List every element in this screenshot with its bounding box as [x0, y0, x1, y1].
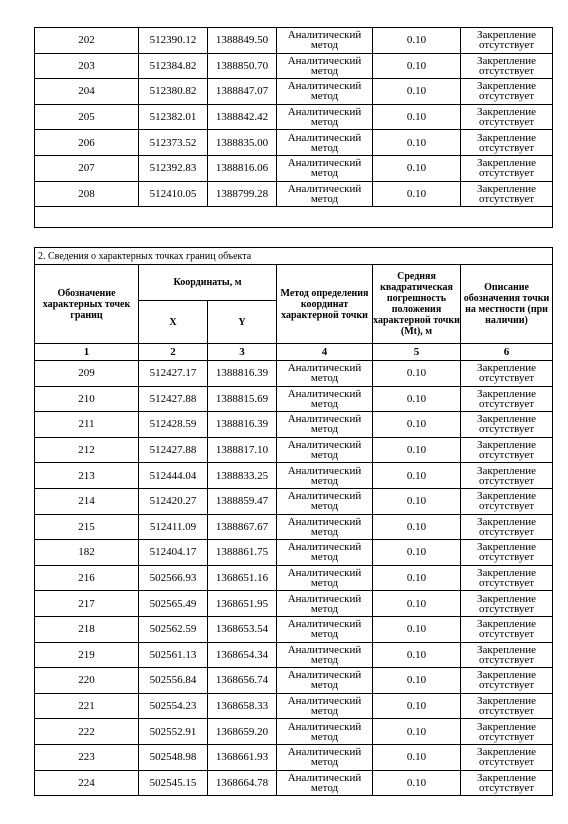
table-row [35, 181, 553, 207]
table-row [35, 565, 553, 591]
method-cell: Аналитический метод [277, 514, 373, 540]
table-row [35, 53, 553, 79]
y-coordinate-cell: 1368661.93 [208, 744, 277, 770]
x-coordinate-cell: 512444.04 [139, 463, 208, 489]
table-row [35, 744, 553, 770]
mt-cell: 0.10 [373, 361, 461, 387]
point-number-cell: 202 [35, 28, 139, 54]
fixation-cell: Закрепление отсутствует [461, 616, 553, 642]
fixation-cell: Закрепление отсутствует [461, 719, 553, 745]
x-coordinate-cell: 512427.88 [139, 437, 208, 463]
mt-cell: 0.10 [373, 770, 461, 796]
table-end-row [35, 207, 553, 228]
x-coordinate-cell: 502554.23 [139, 693, 208, 719]
y-coordinate-cell: 1388816.06 [208, 155, 277, 181]
table-row [35, 361, 553, 387]
fixation-cell: Закрепление отсутствует [461, 412, 553, 438]
method-cell: Аналитический метод [277, 744, 373, 770]
mt-cell: 0.10 [373, 181, 461, 207]
mt-cell: 0.10 [373, 719, 461, 745]
mt-cell: 0.10 [373, 104, 461, 130]
fixation-cell: Закрепление отсутствует [461, 181, 553, 207]
point-number-cell: 204 [35, 79, 139, 105]
method-cell: Аналитический метод [277, 155, 373, 181]
table-row [35, 770, 553, 796]
column-number: 2 [139, 344, 208, 361]
column-number: 3 [208, 344, 277, 361]
header-mt: Средняя квадратическая погрешность положения характерной точки (Mt), м [373, 265, 461, 344]
x-coordinate-cell: 512380.82 [139, 79, 208, 105]
fixation-cell: Закрепление отсутствует [461, 591, 553, 617]
table-row [35, 616, 553, 642]
method-cell: Аналитический метод [277, 412, 373, 438]
boundary-points-table [34, 247, 553, 796]
point-number-cell: 205 [35, 104, 139, 130]
fixation-cell: Закрепление отсутствует [461, 130, 553, 156]
y-coordinate-cell: 1388861.75 [208, 540, 277, 566]
x-coordinate-cell: 512427.88 [139, 386, 208, 412]
header-description: Описание обозначения точки на местности (при наличии) [461, 265, 553, 344]
point-number-cell: 207 [35, 155, 139, 181]
table-row [35, 488, 553, 514]
method-cell: Аналитический метод [277, 693, 373, 719]
y-coordinate-cell: 1368651.95 [208, 591, 277, 617]
x-coordinate-cell: 502552.91 [139, 719, 208, 745]
y-coordinate-cell: 1388799.28 [208, 181, 277, 207]
y-coordinate-cell: 1388816.39 [208, 412, 277, 438]
section-title: 2. Сведения о характерных точках границ объекта [35, 248, 553, 265]
mt-cell: 0.10 [373, 693, 461, 719]
table-row [35, 386, 553, 412]
method-cell: Аналитический метод [277, 463, 373, 489]
mt-cell: 0.10 [373, 591, 461, 617]
point-number-cell: 215 [35, 514, 139, 540]
x-coordinate-cell: 502565.49 [139, 591, 208, 617]
y-coordinate-cell: 1388859.47 [208, 488, 277, 514]
table-row [35, 155, 553, 181]
mt-cell: 0.10 [373, 540, 461, 566]
x-coordinate-cell: 512390.12 [139, 28, 208, 54]
fixation-cell: Закрепление отсутствует [461, 28, 553, 54]
fixation-cell: Закрепление отсутствует [461, 668, 553, 694]
method-cell: Аналитический метод [277, 361, 373, 387]
fixation-cell: Закрепление отсутствует [461, 540, 553, 566]
fixation-cell: Закрепление отсутствует [461, 693, 553, 719]
y-coordinate-cell: 1388850.70 [208, 53, 277, 79]
table-row [35, 463, 553, 489]
column-number: 1 [35, 344, 139, 361]
fixation-cell: Закрепление отсутствует [461, 437, 553, 463]
y-coordinate-cell: 1388849.50 [208, 28, 277, 54]
header-designation: Обозначение характерных точек границ [35, 265, 139, 344]
y-coordinate-cell: 1368656.74 [208, 668, 277, 694]
table-row [35, 591, 553, 617]
mt-cell: 0.10 [373, 668, 461, 694]
fixation-cell: Закрепление отсутствует [461, 744, 553, 770]
table-body [35, 28, 553, 207]
x-coordinate-cell: 512392.83 [139, 155, 208, 181]
point-number-cell: 203 [35, 53, 139, 79]
y-coordinate-cell: 1388842.42 [208, 104, 277, 130]
table-row [35, 130, 553, 156]
x-coordinate-cell: 502566.93 [139, 565, 208, 591]
point-number-cell: 213 [35, 463, 139, 489]
y-coordinate-cell: 1388815.69 [208, 386, 277, 412]
mt-cell: 0.10 [373, 488, 461, 514]
method-cell: Аналитический метод [277, 437, 373, 463]
y-coordinate-cell: 1388835.00 [208, 130, 277, 156]
method-cell: Аналитический метод [277, 770, 373, 796]
fixation-cell: Закрепление отсутствует [461, 104, 553, 130]
x-coordinate-cell: 512427.17 [139, 361, 208, 387]
y-coordinate-cell: 1368654.34 [208, 642, 277, 668]
x-coordinate-cell: 512411.09 [139, 514, 208, 540]
coordinates-table-continued [34, 27, 553, 228]
mt-cell: 0.10 [373, 386, 461, 412]
point-number-cell: 216 [35, 565, 139, 591]
mt-cell: 0.10 [373, 28, 461, 54]
method-cell: Аналитический метод [277, 28, 373, 54]
point-number-cell: 217 [35, 591, 139, 617]
x-coordinate-cell: 502548.98 [139, 744, 208, 770]
method-cell: Аналитический метод [277, 181, 373, 207]
mt-cell: 0.10 [373, 130, 461, 156]
column-number: 6 [461, 344, 553, 361]
table-row [35, 668, 553, 694]
mt-cell: 0.10 [373, 53, 461, 79]
mt-cell: 0.10 [373, 514, 461, 540]
header-method: Метод определения координат характерной точки [277, 265, 373, 344]
table-body [35, 361, 553, 796]
header-coordinates: Координаты, м [139, 265, 277, 301]
point-number-cell: 209 [35, 361, 139, 387]
method-cell: Аналитический метод [277, 79, 373, 105]
method-cell: Аналитический метод [277, 540, 373, 566]
fixation-cell: Закрепление отсутствует [461, 53, 553, 79]
point-number-cell: 219 [35, 642, 139, 668]
method-cell: Аналитический метод [277, 488, 373, 514]
y-coordinate-cell: 1388833.25 [208, 463, 277, 489]
method-cell: Аналитический метод [277, 565, 373, 591]
y-coordinate-cell: 1368664.78 [208, 770, 277, 796]
fixation-cell: Закрепление отсутствует [461, 79, 553, 105]
table-row [35, 437, 553, 463]
point-number-cell: 221 [35, 693, 139, 719]
method-cell: Аналитический метод [277, 130, 373, 156]
column-number: 5 [373, 344, 461, 361]
blank-cell [35, 207, 553, 228]
method-cell: Аналитический метод [277, 104, 373, 130]
mt-cell: 0.10 [373, 744, 461, 770]
mt-cell: 0.10 [373, 616, 461, 642]
table-row [35, 540, 553, 566]
mt-cell: 0.10 [373, 565, 461, 591]
point-number-cell: 223 [35, 744, 139, 770]
point-number-cell: 210 [35, 386, 139, 412]
table-row [35, 28, 553, 54]
header-y: Y [208, 301, 277, 344]
column-number: 4 [277, 344, 373, 361]
y-coordinate-cell: 1368653.54 [208, 616, 277, 642]
fixation-cell: Закрепление отсутствует [461, 514, 553, 540]
method-cell: Аналитический метод [277, 642, 373, 668]
y-coordinate-cell: 1368658.33 [208, 693, 277, 719]
method-cell: Аналитический метод [277, 53, 373, 79]
y-coordinate-cell: 1368659.20 [208, 719, 277, 745]
x-coordinate-cell: 512373.52 [139, 130, 208, 156]
point-number-cell: 212 [35, 437, 139, 463]
table-row [35, 104, 553, 130]
table-row [35, 642, 553, 668]
method-cell: Аналитический метод [277, 719, 373, 745]
mt-cell: 0.10 [373, 412, 461, 438]
y-coordinate-cell: 1388847.07 [208, 79, 277, 105]
table-row [35, 693, 553, 719]
x-coordinate-cell: 502545.15 [139, 770, 208, 796]
mt-cell: 0.10 [373, 79, 461, 105]
x-coordinate-cell: 502562.59 [139, 616, 208, 642]
point-number-cell: 211 [35, 412, 139, 438]
mt-cell: 0.10 [373, 642, 461, 668]
mt-cell: 0.10 [373, 463, 461, 489]
fixation-cell: Закрепление отсутствует [461, 361, 553, 387]
method-cell: Аналитический метод [277, 668, 373, 694]
y-coordinate-cell: 1388817.10 [208, 437, 277, 463]
point-number-cell: 214 [35, 488, 139, 514]
x-coordinate-cell: 502561.13 [139, 642, 208, 668]
x-coordinate-cell: 512428.59 [139, 412, 208, 438]
x-coordinate-cell: 502556.84 [139, 668, 208, 694]
fixation-cell: Закрепление отсутствует [461, 463, 553, 489]
fixation-cell: Закрепление отсутствует [461, 565, 553, 591]
x-coordinate-cell: 512410.05 [139, 181, 208, 207]
y-coordinate-cell: 1388816.39 [208, 361, 277, 387]
header-x: X [139, 301, 208, 344]
x-coordinate-cell: 512420.27 [139, 488, 208, 514]
column-number-row [35, 344, 553, 361]
table-row [35, 79, 553, 105]
fixation-cell: Закрепление отсутствует [461, 488, 553, 514]
point-number-cell: 182 [35, 540, 139, 566]
x-coordinate-cell: 512404.17 [139, 540, 208, 566]
point-number-cell: 222 [35, 719, 139, 745]
y-coordinate-cell: 1368651.16 [208, 565, 277, 591]
point-number-cell: 220 [35, 668, 139, 694]
table-row [35, 412, 553, 438]
method-cell: Аналитический метод [277, 386, 373, 412]
fixation-cell: Закрепление отсутствует [461, 155, 553, 181]
method-cell: Аналитический метод [277, 591, 373, 617]
mt-cell: 0.10 [373, 437, 461, 463]
point-number-cell: 206 [35, 130, 139, 156]
point-number-cell: 208 [35, 181, 139, 207]
mt-cell: 0.10 [373, 155, 461, 181]
fixation-cell: Закрепление отсутствует [461, 642, 553, 668]
fixation-cell: Закрепление отсутствует [461, 770, 553, 796]
point-number-cell: 224 [35, 770, 139, 796]
x-coordinate-cell: 512382.01 [139, 104, 208, 130]
y-coordinate-cell: 1388867.67 [208, 514, 277, 540]
fixation-cell: Закрепление отсутствует [461, 386, 553, 412]
method-cell: Аналитический метод [277, 616, 373, 642]
x-coordinate-cell: 512384.82 [139, 53, 208, 79]
table-row [35, 514, 553, 540]
point-number-cell: 218 [35, 616, 139, 642]
table-row [35, 719, 553, 745]
